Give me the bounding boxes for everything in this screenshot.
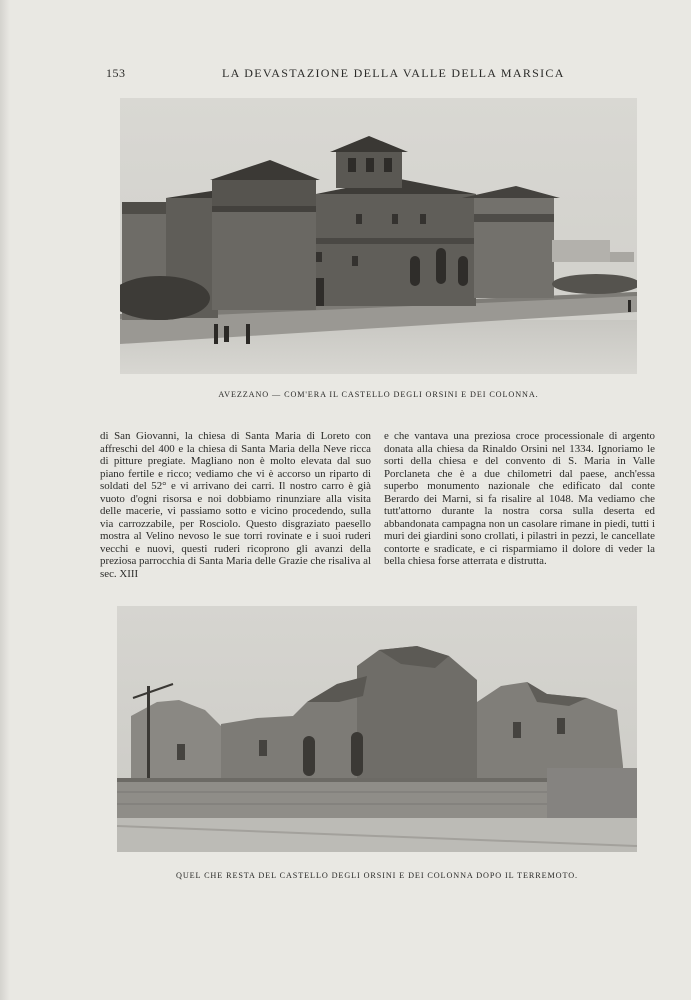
castle-photo bbox=[120, 98, 637, 374]
page-number: 153 bbox=[106, 66, 126, 80]
ruined-castle-photo bbox=[117, 606, 637, 852]
page-edge bbox=[0, 0, 10, 1000]
castle-photo-icon bbox=[120, 98, 637, 374]
body-text-right-column: e che vantava una preziosa croce processionale di argento donata alla chiesa da Rinaldo Orsini nel 1334. Ignoriamo le sorti della chiesa e del convento di S. Maria in Valle Porclaneta che è a due chilometri dal paese, anch'essa superbo monumento nazionale che edificato dal conte Berardo dei Marni, si fa risalire al 1048. Ma vediamo che tutt'attorno durante la nostra corsa sulla deserta ed abbandonata campagna non un casolare rimane in piedi, tutti i muri dei giardini sono crollati, i pilastri in pezzi, le cancellate contorte e sradicate, e ci risparmiamo il dolore di veder la bella chiesa forse atterrata e distrutta. bbox=[384, 430, 655, 568]
bottom-photo-caption: QUEL CHE RESTA DEL CASTELLO DEGLI ORSINI E DEI COLONNA DOPO IL TERREMOTO. bbox=[176, 871, 578, 880]
page-header bbox=[106, 66, 565, 84]
running-title: LA DEVASTAZIONE DELLA VALLE DELLA MARSICA bbox=[222, 66, 565, 80]
ruined-castle-photo-icon bbox=[117, 606, 637, 852]
body-text-left-column: di San Giovanni, la chiesa di Santa Maria di Loreto con affreschi del 400 e la chiesa di Santa Maria della Neve ricca di pitture pregiate. Magliano non è molto elevata dal suo piano fertile e ricco; vediamo che vi è accorso un riparto di soldati del 52° e vi arrivano dei carri. Il nostro carro è già vuoto d'ogni risorsa e noi dobbiamo rinunziare alla visita delle macerie, vi passiamo sotto e vicino procedendo, sulla via carrozzabile, per Rosciolo. Questo disgraziato paesello mostra al Velino nevoso le sue torri rovinate e i suoi ruderi vecchi e nuovi, questi ruderi ricoprono gli avanzi della preziosa parrocchia di Santa Maria delle Grazie che risaliva al sec. XIII bbox=[100, 430, 371, 581]
top-photo-caption: AVEZZANO — COM'ERA IL CASTELLO DEGLI ORSINI E DEI COLONNA. bbox=[218, 390, 539, 399]
